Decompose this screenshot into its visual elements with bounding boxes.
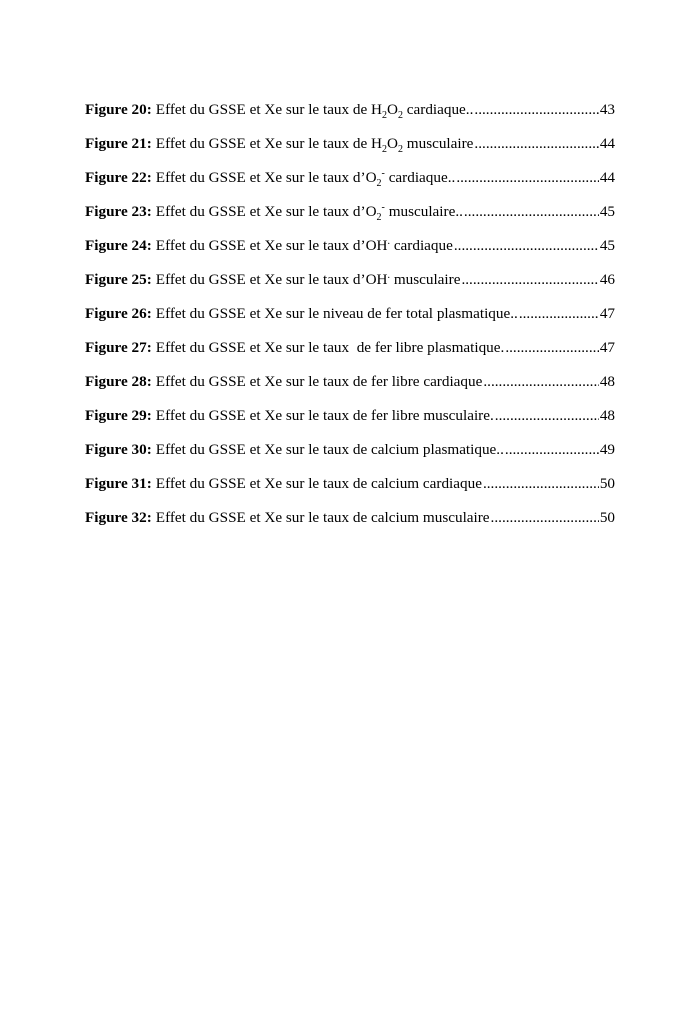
toc-entry-figure-30: [85, 440, 615, 474]
toc-entry-figure-24: [85, 236, 615, 270]
figure-label: Figure 27:: [85, 339, 152, 356]
toc-entry-figure-27: [85, 338, 615, 372]
dot-leader: [474, 134, 598, 154]
page-number: 45: [599, 203, 615, 220]
page-number: 46: [599, 271, 615, 288]
title-text: Effet du GSSE et Xe sur le taux d’O: [155, 203, 377, 220]
figure-title: Effet du GSSE et Xe sur le taux de calcium musculaire: [155, 509, 490, 526]
superscript: .: [387, 235, 391, 247]
page-number: 47: [599, 305, 615, 322]
dot-leader: [519, 304, 599, 324]
subscript: 2: [376, 178, 382, 190]
figure-title: [152, 236, 453, 256]
figure-title: [152, 168, 456, 188]
figure-label: Figure 29:: [85, 407, 152, 424]
title-text-post: musculaire..: [384, 203, 463, 220]
toc-entry-figure-20: [85, 100, 615, 134]
figure-label: Figure 26:: [85, 305, 152, 322]
figure-label: Figure 28:: [85, 373, 152, 390]
dot-leader: [461, 270, 598, 290]
toc-entry-figure-26: [85, 304, 615, 338]
dot-leader: [474, 100, 598, 120]
dot-leader: [505, 440, 599, 460]
subscript: 2: [397, 110, 403, 122]
superscript: -: [381, 201, 385, 213]
figure-title: Effet du GSSE et Xe sur le niveau de fer total plasmatique..: [155, 305, 518, 322]
figure-title: [152, 134, 474, 154]
figure-label: Figure 22:: [85, 169, 152, 186]
page-number: 48: [599, 373, 615, 390]
page-number: 44: [599, 169, 615, 186]
page-number: 49: [599, 441, 615, 458]
dot-leader: [505, 338, 599, 358]
figure-title: Effet du GSSE et Xe sur le taux de fer libre plasmatique.: [155, 339, 505, 356]
title-text: Effet du GSSE et Xe sur le taux d’OH: [155, 237, 388, 254]
figure-label: Figure 21:: [85, 135, 152, 152]
dot-leader: [464, 202, 599, 222]
title-text: Effet du GSSE et Xe sur le taux de H: [155, 135, 383, 152]
toc-entry-figure-23: [85, 202, 615, 236]
figure-label: Figure 24:: [85, 237, 152, 254]
subscript: 2: [382, 110, 388, 122]
toc-entry-figure-21: [85, 134, 615, 168]
title-text: Effet du GSSE et Xe sur le taux d’OH: [155, 271, 388, 288]
title-text-post: cardiaque..: [402, 101, 474, 118]
title-text: Effet du GSSE et Xe sur le taux de H: [155, 101, 383, 118]
figure-label: Figure 32:: [85, 509, 152, 526]
figure-title: [152, 100, 474, 120]
figure-title: [152, 202, 463, 222]
dot-leader: [456, 168, 599, 188]
figure-title: Effet du GSSE et Xe sur le taux de fer libre musculaire.: [155, 407, 494, 424]
title-text-post: musculaire: [390, 271, 461, 288]
page-number: 47: [599, 339, 615, 356]
figure-label: Figure 30:: [85, 441, 152, 458]
page-number: 50: [599, 509, 615, 526]
toc-entry-figure-29: [85, 406, 615, 440]
subscript: 2: [382, 144, 388, 156]
subscript: 2: [376, 212, 382, 224]
toc-entry-figure-28: [85, 372, 615, 406]
page-number: 50: [599, 475, 615, 492]
title-text-post: musculaire: [402, 135, 474, 152]
dot-leader: [495, 406, 599, 426]
title-text-mid: O: [387, 135, 398, 152]
toc-entry-figure-31: [85, 474, 615, 508]
page-number: 45: [599, 237, 615, 254]
figure-title: Effet du GSSE et Xe sur le taux de calcium plasmatique..: [155, 441, 504, 458]
title-text: Effet du GSSE et Xe sur le taux d’O: [155, 169, 377, 186]
subscript: 2: [397, 144, 403, 156]
dot-leader: [454, 236, 599, 256]
toc-entry-figure-22: [85, 168, 615, 202]
title-text-post: cardiaque..: [384, 169, 456, 186]
figure-label: Figure 20:: [85, 101, 152, 118]
page-number: 43: [599, 101, 615, 118]
title-text-mid: O: [387, 101, 398, 118]
figure-label: Figure 25:: [85, 271, 152, 288]
dot-leader: [483, 474, 599, 494]
figure-title: Effet du GSSE et Xe sur le taux de fer libre cardiaque: [155, 373, 483, 390]
title-text-post: cardiaque: [390, 237, 453, 254]
toc-entry-figure-25: [85, 270, 615, 304]
dot-leader: [491, 508, 599, 528]
figure-label: Figure 23:: [85, 203, 152, 220]
superscript: .: [387, 269, 391, 281]
toc-entry-figure-32: [85, 508, 615, 542]
figure-title: Effet du GSSE et Xe sur le taux de calcium cardiaque: [155, 475, 482, 492]
figure-title: [152, 270, 461, 290]
superscript: -: [381, 167, 385, 179]
list-of-figures: [85, 100, 615, 542]
page-number: 44: [599, 135, 615, 152]
figure-label: Figure 31:: [85, 475, 152, 492]
page-number: 48: [599, 407, 615, 424]
dot-leader: [483, 372, 598, 392]
